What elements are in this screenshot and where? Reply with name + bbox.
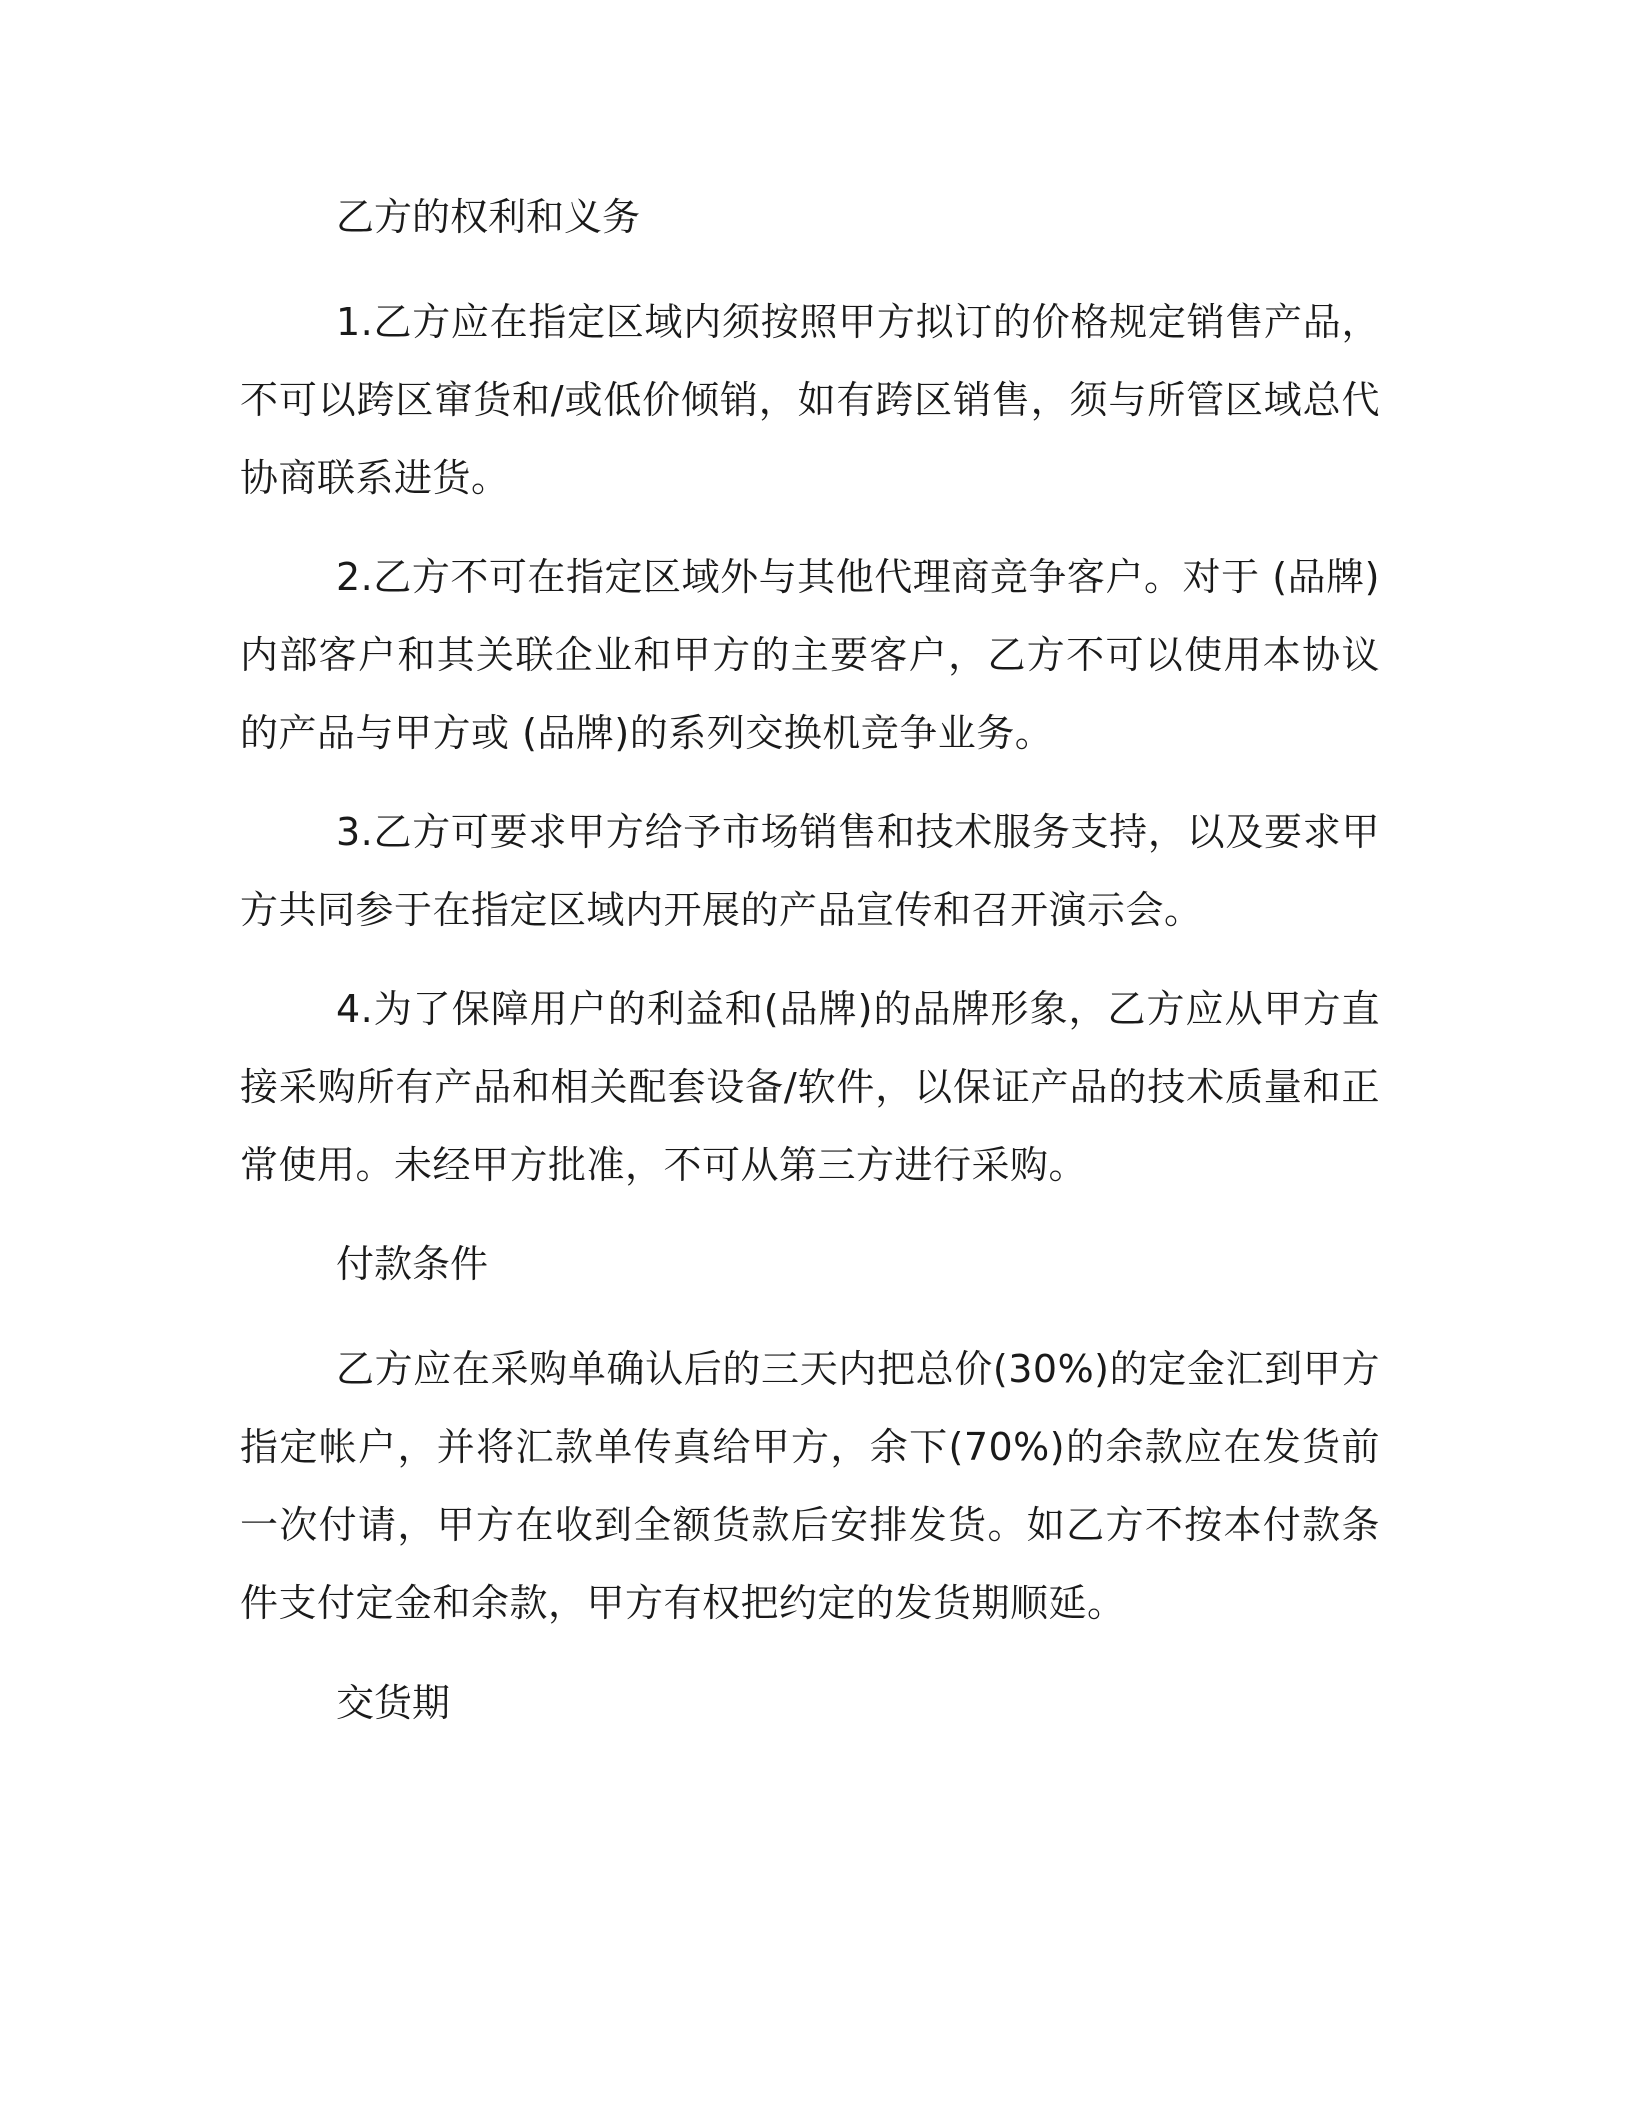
clause-3: 3.乙方可要求甲方给予市场销售和技术服务支持，以及要求甲方共同参于在指定区域内开展的产品宣传和召开演示会。 bbox=[240, 810, 1380, 932]
heading-delivery-period: 交货期 bbox=[336, 1681, 451, 1725]
clause-4: 4.为了保障用户的利益和(品牌)的品牌形象，乙方应从甲方直接采购所有产品和相关配套设备/软件，以保证产品的技术质量和正常使用。未经甲方批准，不可从第三方进行采购。 bbox=[240, 987, 1380, 1187]
clause-2: 2.乙方不可在指定区域外与其他代理商竞争客户。对于 (品牌)内部客户和其关联企业和甲方的主要客户，乙方不可以使用本协议的产品与甲方或 (品牌)的系列交换机竞争业务。 bbox=[240, 555, 1380, 755]
heading-payment-terms: 付款条件 bbox=[336, 1242, 489, 1286]
heading-rights-obligations: 乙方的权利和义务 bbox=[336, 195, 641, 239]
clause-1: 1.乙方应在指定区域内须按照甲方拟订的价格规定销售产品，不可以跨区窜货和/或低价倾销，如有跨区销售，须与所管区域总代协商联系进货。 bbox=[240, 300, 1380, 500]
payment-terms-text: 乙方应在采购单确认后的三天内把总价(30%)的定金汇到甲方指定帐户，并将汇款单传真给甲方，余下(70%)的余款应在发货前一次付请，甲方在收到全额货款后安排发货。如乙方不按本付款条件支付定金和余款，甲方有权把约定的发货期顺延。 bbox=[240, 1347, 1380, 1625]
